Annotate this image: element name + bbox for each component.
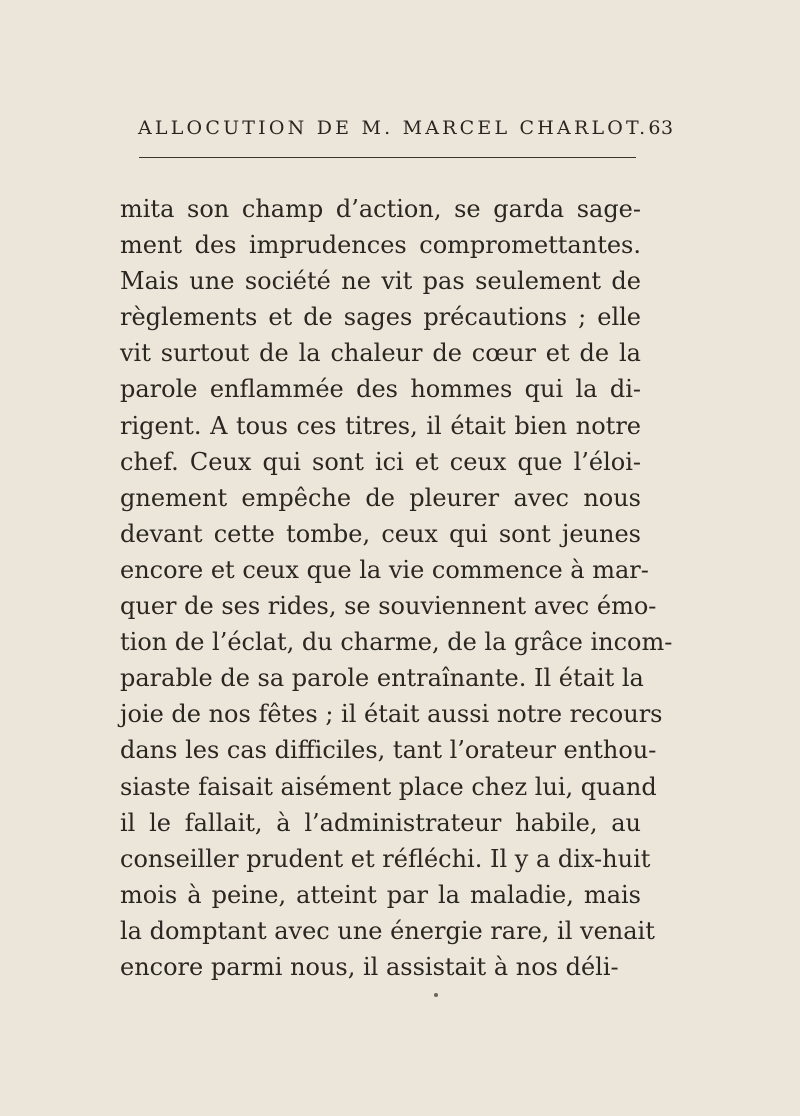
body-text [120, 191, 673, 985]
text-line: conseiller prudent et réfléchi. Il y a dix-huit [120, 844, 651, 873]
text-line: parole enflammée des hommes qui la di- [120, 375, 641, 404]
text-line: joie de nos fêtes ; il était aussi notre recours [120, 700, 663, 729]
running-head [138, 116, 674, 140]
running-head-title: ALLOCUTION DE M. MARCEL CHARLOT. [138, 117, 649, 139]
text-line: chef. Ceux qui sont ici et ceux que l’éloi- [120, 447, 641, 476]
text-line: parable de sa parole entraînante. Il était la [120, 664, 644, 693]
text-line: vit surtout de la chaleur de cœur et de la [120, 339, 641, 368]
ink-speck [434, 993, 438, 997]
text-line: mois à peine, atteint par la maladie, mais [120, 880, 641, 909]
text-line: mita son champ d’action, se garda sage- [120, 195, 641, 223]
text-line: encore et ceux que la vie commence à mar- [120, 555, 649, 584]
page-number: 63 [648, 117, 674, 139]
text-line: gnement empêche de pleurer avec nous [120, 483, 641, 512]
text-line: la domptant avec une énergie rare, il venait [120, 916, 655, 945]
text-line: tion de l’éclat, du charme, de la grâce incom- [120, 628, 673, 657]
text-line: règlements et de sages précautions ; elle [120, 303, 641, 332]
text-line: encore parmi nous, il assistait à nos déli- [120, 952, 619, 981]
text-line: rigent. A tous ces titres, il était bien notre [120, 411, 641, 440]
text-line: il le fallait, à l’administrateur habile, au [120, 808, 641, 837]
text-line: ment des imprudences compromettantes. [120, 231, 641, 260]
text-line: devant cette tombe, ceux qui sont jeunes [120, 519, 641, 548]
header-rule [139, 157, 636, 158]
text-line: Mais une société ne vit pas seulement de [120, 267, 641, 296]
text-line: quer de ses rides, se souviennent avec émo- [120, 592, 657, 621]
text-line: dans les cas difficiles, tant l’orateur enthou- [120, 736, 657, 765]
text-line: siaste faisait aisément place chez lui, quand [120, 772, 657, 801]
